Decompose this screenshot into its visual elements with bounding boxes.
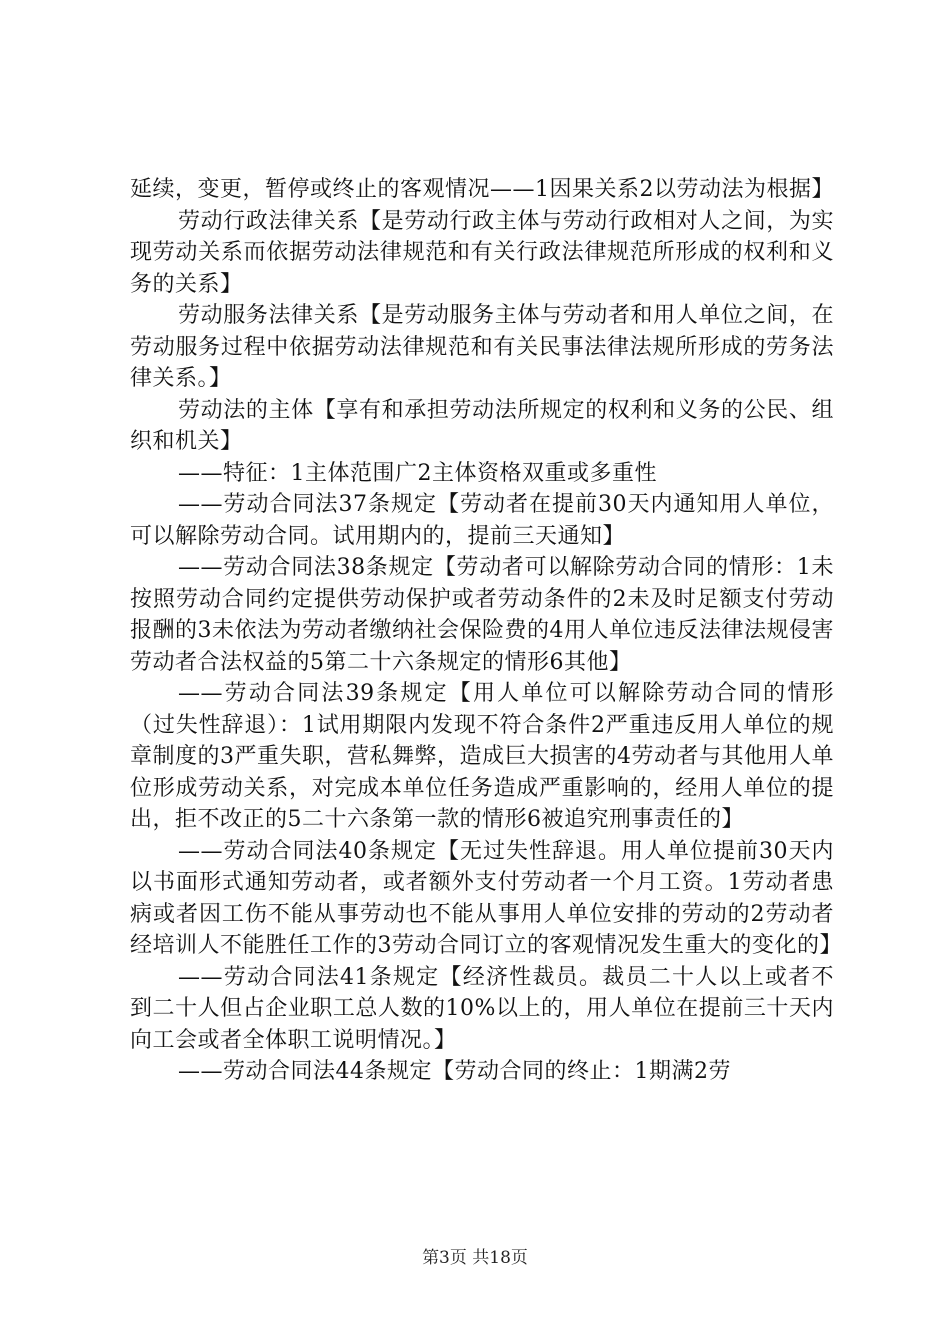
paragraph-article-37: ——劳动合同法37条规定【劳动者在提前30天内通知用人单位，可以解除劳动合同。试用期内的，提前三天通知】 [130, 492, 834, 549]
page-number-footer: 第3页 共18页 [422, 1248, 528, 1268]
paragraph-continuation: 延续，变更，暂停或终止的客观情况——1因果关系2以劳动法为根据】 [130, 177, 834, 202]
document-body [130, 174, 842, 1088]
paragraph-article-40: ——劳动合同法40条规定【无过失性辞退。用人单位提前30天内以书面形式通知劳动者，或者额外支付劳动者一个月工资。1劳动者患病或者因工伤不能从事劳动也不能从事用人单位安排的劳动的2劳动者经培训人不能胜任工作的3劳动合同订立的客观情况发生重大的变化的】 [130, 838, 842, 958]
paragraph-article-41: ——劳动合同法41条规定【经济性裁员。裁员二十人以上或者不到二十人但占企业职工总人数的10%以上的，用人单位在提前三十天内向工会或者全体职工说明情况。】 [130, 964, 834, 1053]
paragraph-article-38: ——劳动合同法38条规定【劳动者可以解除劳动合同的情形：1未按照劳动合同约定提供劳动保护或者劳动条件的2未及时足额支付劳动报酬的3未依法为劳动者缴纳社会保险费的4用人单位违反法律法规侵害劳动者合法权益的5第二十六条规定的情形6其他】 [130, 555, 834, 675]
paragraph-subject-features: ——特征：1主体范围广2主体资格双重或多重性 [178, 460, 657, 486]
paragraph-article-44: ——劳动合同法44条规定【劳动合同的终止：1期满2劳 [178, 1059, 731, 1084]
paragraph-labor-service-relation: 劳动服务法律关系【是劳动服务主体与劳动者和用人单位之间，在劳动服务过程中依据劳动法律规范和有关民事法律法规所形成的劳务法律关系。】 [130, 303, 834, 391]
paragraph-article-39: ——劳动合同法39条规定【用人单位可以解除劳动合同的情形（过失性辞退）：1试用期限内发现不符合条件2严重违反用人单位的规章制度的3严重失职，营私舞弊，造成巨大损害的4劳动者与其他用人单位形成劳动关系，对完成本单位任务造成严重影响的，经用人单位的提出，拒不改正的5二十六条第一款的情形6被追究刑事责任的】 [130, 681, 834, 832]
paragraph-labor-law-subject: 劳动法的主体【享有和承担劳动法所规定的权利和义务的公民、组织和机关】 [130, 397, 834, 454]
paragraph-labor-administrative-relation: 劳动行政法律关系【是劳动行政主体与劳动行政相对人之间，为实现劳动关系而依据劳动法律规范和有关行政法律规范所形成的权利和义务的关系】 [130, 208, 834, 297]
